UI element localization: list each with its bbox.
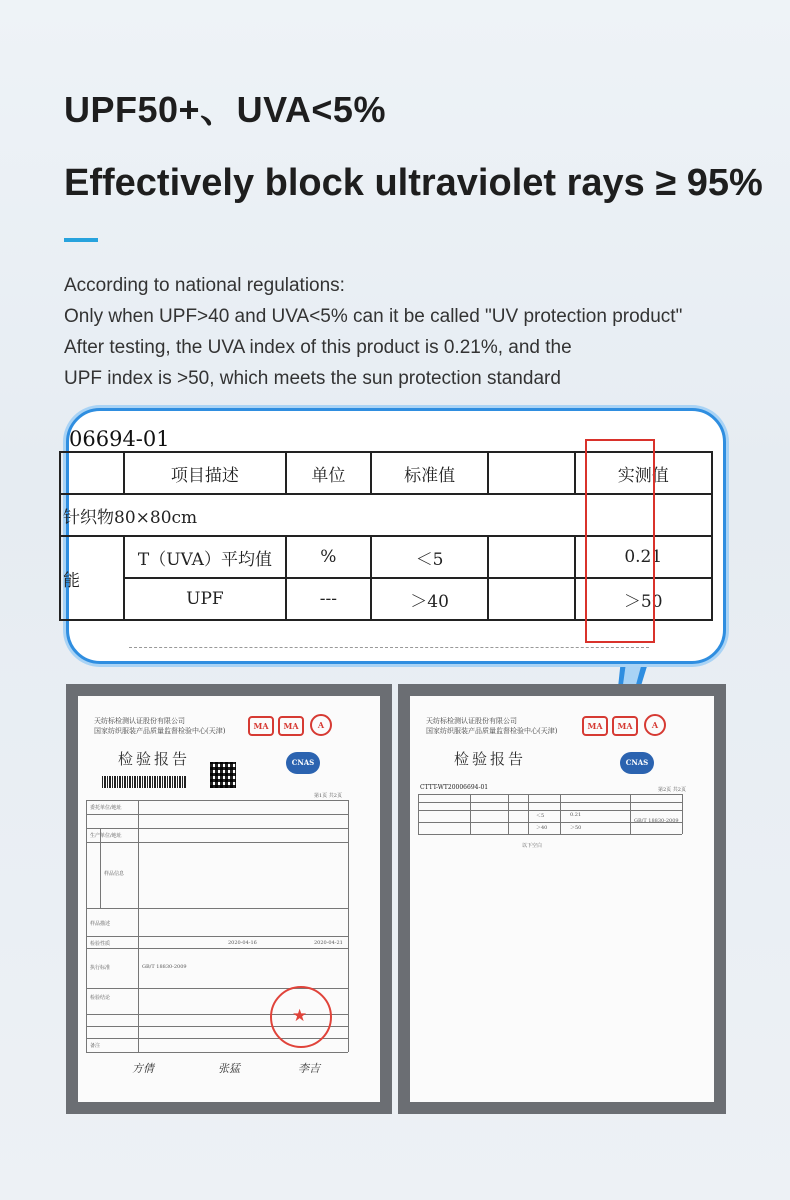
- standard-ref: GB/T 18830-2009: [634, 818, 679, 824]
- cma-seal-icon: MA: [582, 716, 608, 736]
- certificate-paper: [410, 696, 714, 1102]
- org-name-sub: 国家纺织服装产品质量监督检验中心(天津): [94, 727, 226, 735]
- cal-seal-icon: A: [644, 714, 666, 736]
- barcode-icon: [102, 776, 186, 788]
- certificate-frame-page2: [398, 684, 726, 1114]
- cnas-logo-icon: CNAS: [620, 752, 654, 774]
- field-label: 备注: [90, 1043, 101, 1049]
- header-unit: 单位: [286, 452, 371, 494]
- standard-value: ＜5: [536, 813, 545, 819]
- page-number: 第2页 共2页: [658, 787, 686, 793]
- cal-seal-icon: A: [310, 714, 332, 736]
- org-name: 天纺标检测认证股份有限公司: [94, 717, 185, 725]
- standard-cell: ＜5: [371, 536, 489, 578]
- org-name-sub: 国家纺织服装产品质量监督检验中心(天津): [426, 727, 558, 735]
- signature-reviewer: 张猛: [218, 1062, 240, 1075]
- signature-approver: 方倩: [132, 1062, 154, 1075]
- certificate-org: [426, 716, 557, 736]
- cma-seal-icon: MA: [278, 716, 304, 736]
- standard-ref: GB/T 18830-2009: [142, 964, 187, 970]
- org-name: 天纺标检测认证股份有限公司: [426, 717, 517, 725]
- field-label: 执行标准: [90, 965, 111, 971]
- field-label: 样品信息: [104, 871, 125, 877]
- report-title: 检验报告: [454, 750, 527, 768]
- certificate-frame-page1: [66, 684, 392, 1114]
- item-cell: UPF: [124, 578, 286, 620]
- qr-code-icon: [210, 762, 236, 788]
- header-standard: 标准值: [371, 452, 489, 494]
- heading-primary: UPF50+、UVA<5%: [64, 89, 386, 130]
- description-line: Only when UPF>40 and UVA<5% can it be called "UV protection product": [64, 306, 683, 327]
- certificate-paper: [78, 696, 380, 1102]
- field-label: 检验结论: [90, 995, 111, 1001]
- unit-cell: %: [286, 536, 371, 578]
- header-item: 项目描述: [124, 452, 286, 494]
- cma-seal-icon: MA: [612, 716, 638, 736]
- measured-cell: ＞50: [575, 578, 713, 620]
- description-line: According to national regulations:: [64, 275, 345, 296]
- measured-value: ＞50: [570, 825, 582, 831]
- measured-cell: 0.21: [575, 536, 713, 578]
- unit-cell: ---: [286, 578, 371, 620]
- field-label: 委托单位/地址: [90, 805, 122, 811]
- measured-value: 0.21: [570, 812, 582, 818]
- field-label: 生产单位/地址: [90, 833, 122, 839]
- end-marker: 以下空白: [522, 843, 543, 849]
- header-measured: 实测值: [575, 452, 713, 494]
- description-line: UPF index is >50, which meets the sun protection standard: [64, 368, 561, 389]
- field-label: 检验性质: [90, 941, 111, 947]
- date-received: 2020-04-16: [228, 940, 257, 946]
- field-label: 样品描述: [90, 921, 111, 927]
- side-label: 能: [60, 536, 124, 620]
- page-number: 第1页 共2页: [314, 793, 342, 799]
- report-title: 检验报告: [118, 750, 191, 768]
- certificate-org: [94, 716, 225, 736]
- item-cell: T（UVA）平均值: [124, 536, 286, 578]
- document-number: CTTT-WT20006694-01: [420, 784, 489, 791]
- zoom-callout: [63, 408, 726, 664]
- cnas-logo-icon: CNAS: [286, 752, 320, 774]
- signature-tester: 李吉: [298, 1062, 320, 1075]
- standard-value: ＞40: [536, 825, 548, 831]
- official-stamp-icon: ★: [270, 986, 332, 1048]
- date-reported: 2020-04-21: [314, 940, 343, 946]
- document-id: 06694-01: [69, 427, 170, 451]
- heading-secondary: Effectively block ultraviolet rays ≥ 95%: [64, 162, 763, 204]
- cma-seal-icon: MA: [248, 716, 274, 736]
- description-line: After testing, the UVA index of this product is 0.21%, and the: [64, 337, 572, 358]
- sample-cell: 针织物80×80cm: [60, 494, 712, 536]
- standard-cell: ＞40: [371, 578, 489, 620]
- dashed-divider: [129, 647, 649, 648]
- measured-highlight-box: [585, 439, 655, 643]
